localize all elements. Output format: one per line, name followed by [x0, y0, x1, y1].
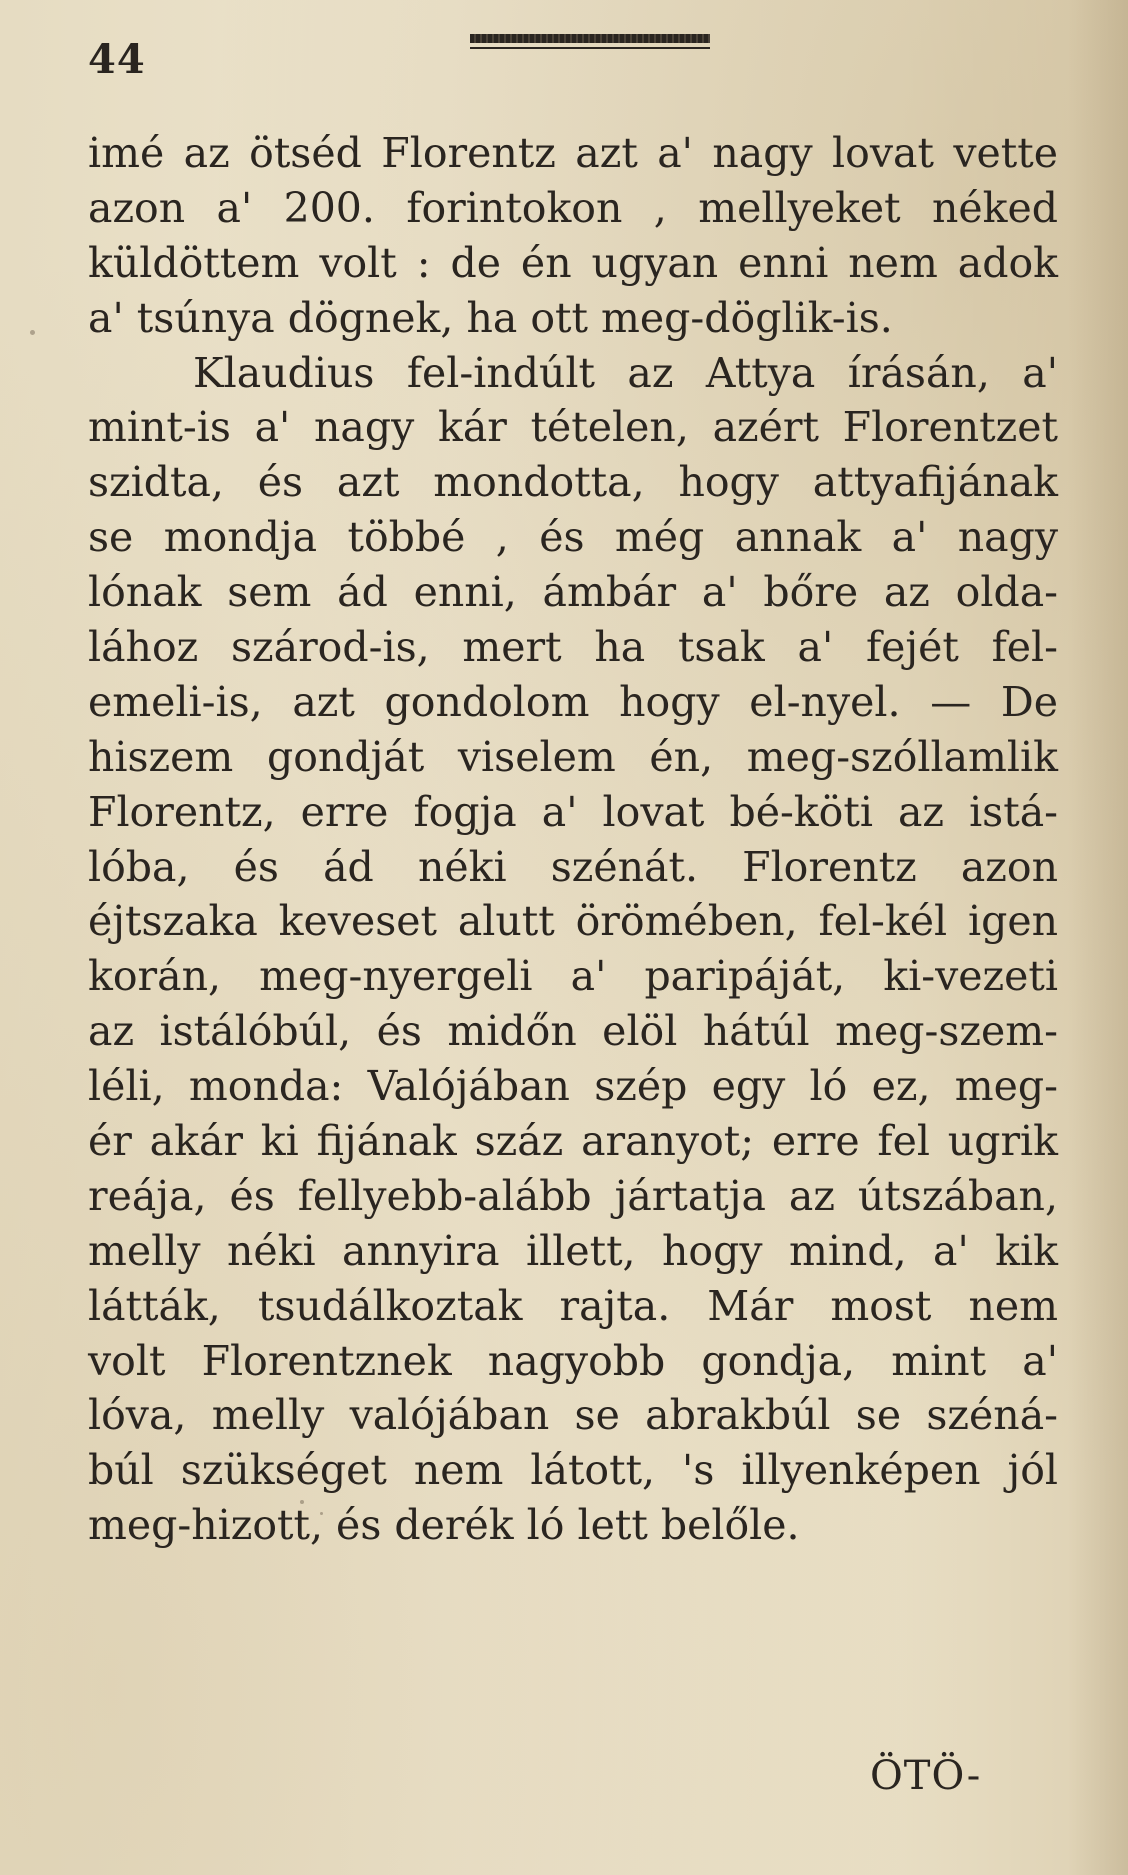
text-line: küldöttem volt : de én ugyan enni nem adok [88, 238, 1058, 287]
text-line: imé az ötséd Florentz azt a' nagy lovat vette [88, 129, 1058, 177]
paper-speck [300, 1500, 304, 1504]
text-line: emeli-is, azt gondolom hogy el-nyel. — De [88, 677, 1058, 726]
page-number: 44 [88, 36, 146, 83]
text-line: éjtszaka keveset alutt örömében, fel-kél igen [88, 897, 1058, 946]
catchword: ÖTÖ- [870, 1753, 982, 1799]
text-line: Klaudius fel-indúlt az Attya írásán, a' [193, 348, 1058, 397]
text-line: szidta, és azt mondotta, hogy attyafijának [88, 458, 1058, 507]
text-line: korán, meg-nyergeli a' paripáját, ki-vezeti [88, 952, 1058, 1001]
text-line: lónak sem ád enni, ámbár a' bőre az olda- [88, 568, 1058, 617]
text-line: lához szárod-is, mert ha tsak a' fejét fel- [88, 623, 1058, 672]
text-line: reája, és fellyebb-alább jártatja az útszában, [88, 1171, 1058, 1220]
text-line: meg-hizott, és derék ló lett belőle. [88, 1501, 800, 1550]
text-line: lóva, melly valójában se abrakbúl se széná- [88, 1391, 1058, 1440]
paper-speck [30, 330, 35, 335]
paper-speck [320, 1512, 323, 1515]
header-ornament-rule [470, 32, 710, 50]
text-line: volt Florentznek nagyobb gondja, mint a' [88, 1336, 1058, 1385]
ornament-bar-top [470, 34, 710, 43]
body-text [88, 126, 1058, 1553]
text-line: se mondja többé , és még annak a' nagy [88, 513, 1058, 562]
text-line: léli, monda: Valójában szép egy ló ez, meg- [88, 1062, 1058, 1111]
paper-speck [410, 1535, 413, 1538]
text-line: látták, tsudálkoztak rajta. Már most nem [88, 1281, 1058, 1330]
text-line: mint-is a' nagy kár tételen, azért Florentzet [88, 403, 1058, 452]
text-line: lóba, és ád néki szénát. Florentz azon [88, 842, 1058, 891]
text-line: Florentz, erre fogja a' lovat bé-köti az istá- [88, 787, 1058, 836]
page-edge-shadow [1068, 0, 1128, 1875]
text-line: ér akár ki fijának száz aranyot; erre fel ugrik [88, 1117, 1058, 1166]
text-line: az istálóbúl, és midőn elöl hátúl meg-szem- [88, 1007, 1058, 1056]
ornament-bar-bottom [470, 47, 710, 49]
text-line: hiszem gondját viselem én, meg-szóllamlik [88, 732, 1058, 781]
text-line: azon a' 200. forintokon , mellyeket néked [88, 183, 1058, 232]
text-line: a' tsúnya dögnek, ha ott meg-döglik-is. [88, 293, 893, 342]
text-line: búl szükséget nem látott, 's illyenképen jól [88, 1446, 1058, 1495]
text-line: melly néki annyira illett, hogy mind, a' kik [88, 1226, 1058, 1275]
